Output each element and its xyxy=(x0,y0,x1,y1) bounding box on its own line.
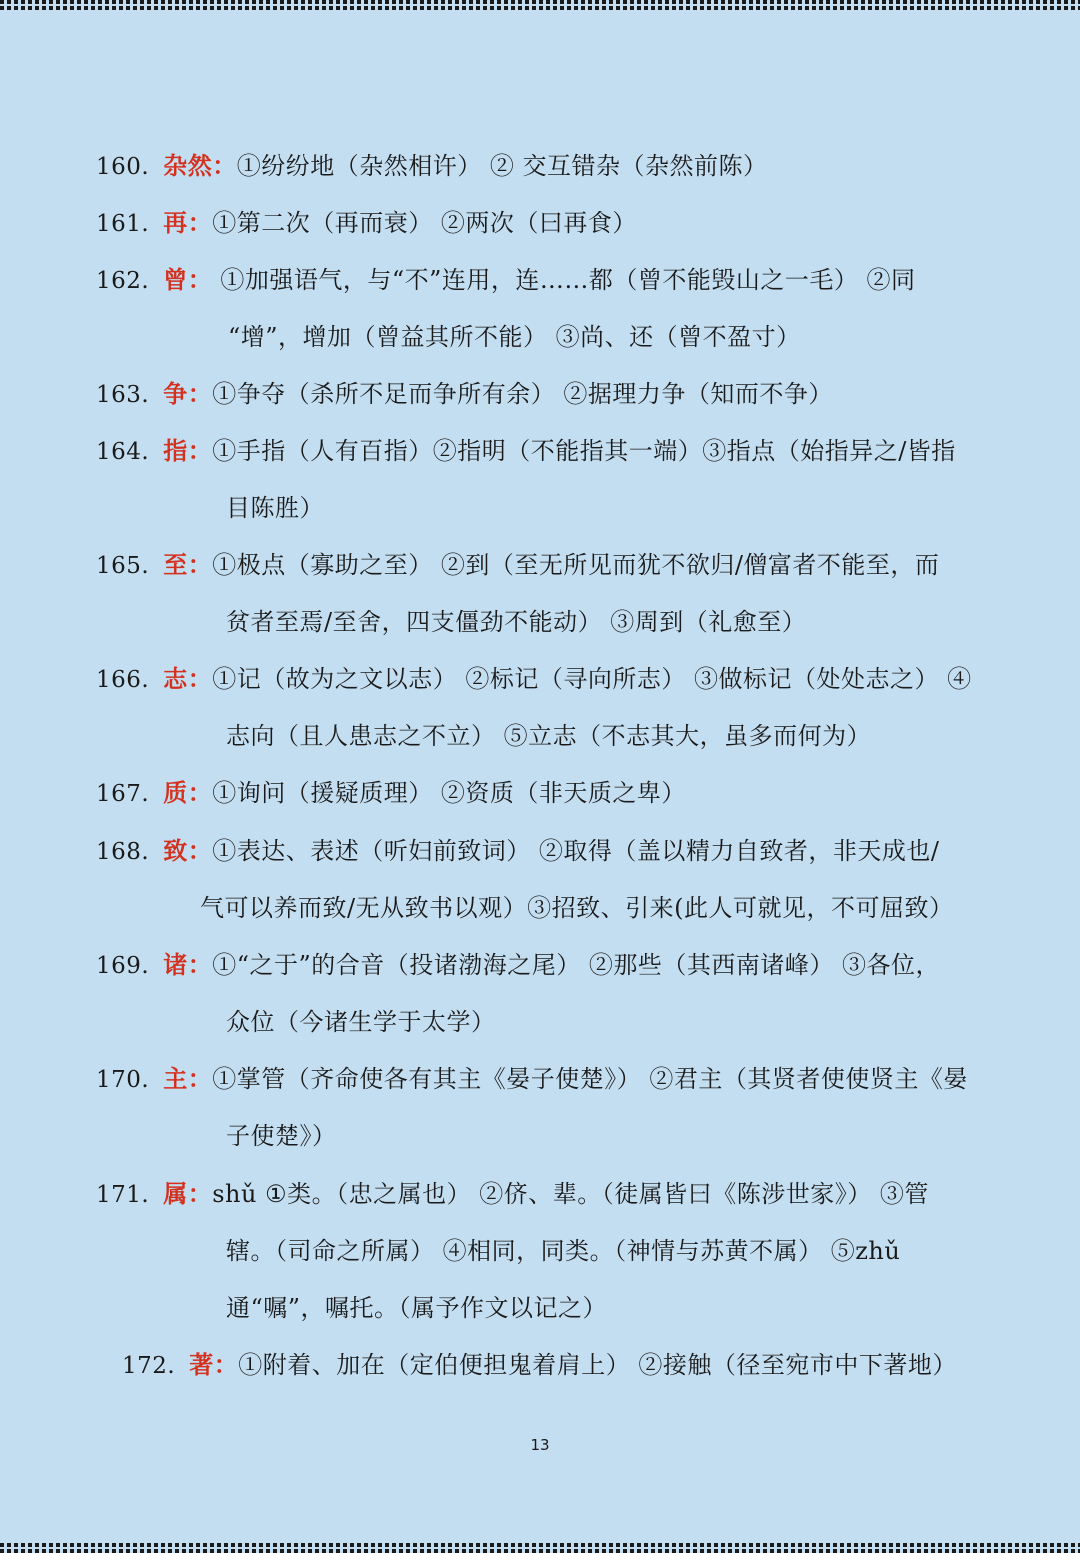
entry-definition: ①争夺（杀所不足而争所有余） ②据理力争（知而不争） xyxy=(212,380,833,408)
entry-definition: shǔ ①类。（忠之属也） ②侪、辈。（徒属皆曰《陈涉世家》） ③管 xyxy=(212,1180,929,1208)
entry-headword: 曾： xyxy=(163,265,213,294)
entry-number: 172. xyxy=(122,1353,176,1379)
entry-definition: ①第二次（再而衰） ②两次（曰再食） xyxy=(212,209,637,237)
entry-headword: 诸： xyxy=(163,950,213,979)
entry-number: 163. xyxy=(96,382,150,408)
entry-number: 162. xyxy=(96,268,150,294)
entry-definition: ①表达、表述（听妇前致词） ②取得（盖以精力自致者，非天成也/ xyxy=(212,837,940,865)
entry-headword: 至： xyxy=(163,550,213,579)
entry-definition: ①加强语气，与“不”连用，连……都（曾不能毁山之一毛） ②同 xyxy=(212,266,916,294)
top-dotted-border xyxy=(0,0,1080,10)
entry-number: 169. xyxy=(96,953,150,979)
entry-definition: ①手指（人有百指）②指明（不能指其一端）③指点（始指异之/皆指 xyxy=(212,437,956,465)
entry-headword: 杂然： xyxy=(163,151,237,180)
entry-definition-continued: 气可以养而致/无从致书以观）③招致、引来(此人可就见，不可屈致） xyxy=(200,894,954,922)
entry-headword: 指： xyxy=(163,436,213,465)
entry-definition: ①纷纷地（杂然相许） ② 交互错杂（杂然前陈） xyxy=(236,152,768,180)
entry-headword: 争： xyxy=(163,379,213,408)
entry-definition: ①掌管（齐命使各有其主《晏子使楚》） ②君主（其贤者使使贤主《晏 xyxy=(212,1065,968,1093)
entry-headword: 志： xyxy=(163,664,213,693)
entry-definition-continued: 贫者至焉/至舍，四支僵劲不能动） ③周到（礼愈至） xyxy=(226,608,807,636)
entry-definition-continued: 众位（今诸生学于太学） xyxy=(226,1008,496,1036)
bottom-dotted-border xyxy=(0,1543,1080,1553)
entry-definition-continued: 子使楚》） xyxy=(226,1122,337,1150)
entry-definition-continued: 目陈胜） xyxy=(226,494,324,522)
entry-number: 161. xyxy=(96,211,150,237)
entry-definition-continued: 通“嘱”，嘱托。（属予作文以记之） xyxy=(226,1294,608,1322)
entry-headword: 属： xyxy=(163,1179,213,1208)
entry-number: 160. xyxy=(96,154,150,180)
entry-number: 166. xyxy=(96,667,150,693)
entry-definition: ①询问（援疑质理） ②资质（非天质之卑） xyxy=(212,779,686,807)
entry-headword: 质： xyxy=(163,778,213,807)
entry-number: 170. xyxy=(96,1067,150,1093)
entry-number: 165. xyxy=(96,553,150,579)
entry-headword: 主： xyxy=(163,1064,213,1093)
entry-number: 168. xyxy=(96,839,150,865)
entry-definition: ①极点（寡助之至） ②到（至无所见而犹不欲归/僧富者不能至，而 xyxy=(212,551,940,579)
entry-definition-continued: 辖。（司命之所属） ④相同，同类。（神情与苏黄不属） ⑤zhǔ xyxy=(226,1237,901,1265)
entry-definition: ①附着、加在（定伯便担鬼着肩上） ②接触（径至宛市中下著地） xyxy=(238,1351,957,1379)
entry-headword: 再： xyxy=(163,208,213,237)
entry-number: 171. xyxy=(96,1182,150,1208)
entry-definition-continued: 志向（且人患志之不立） ⑤立志（不志其大，虽多而何为） xyxy=(226,722,872,750)
entry-definition: ①记（故为之文以志） ②标记（寻向所志） ③做标记（处处志之） ④ xyxy=(212,665,972,693)
entry-number: 167. xyxy=(96,781,150,807)
entry-number: 164. xyxy=(96,439,150,465)
entry-definition: ①“之于”的合音（投诸渤海之尾） ②那些（其西南诸峰） ③各位， xyxy=(212,951,941,979)
entry-headword: 致： xyxy=(163,836,213,865)
entry-headword: 著： xyxy=(189,1350,239,1379)
page-number: 13 xyxy=(530,1436,550,1454)
entry-definition-continued: “增”，增加（曾益其所不能） ③尚、还（曾不盈寸） xyxy=(228,323,801,351)
